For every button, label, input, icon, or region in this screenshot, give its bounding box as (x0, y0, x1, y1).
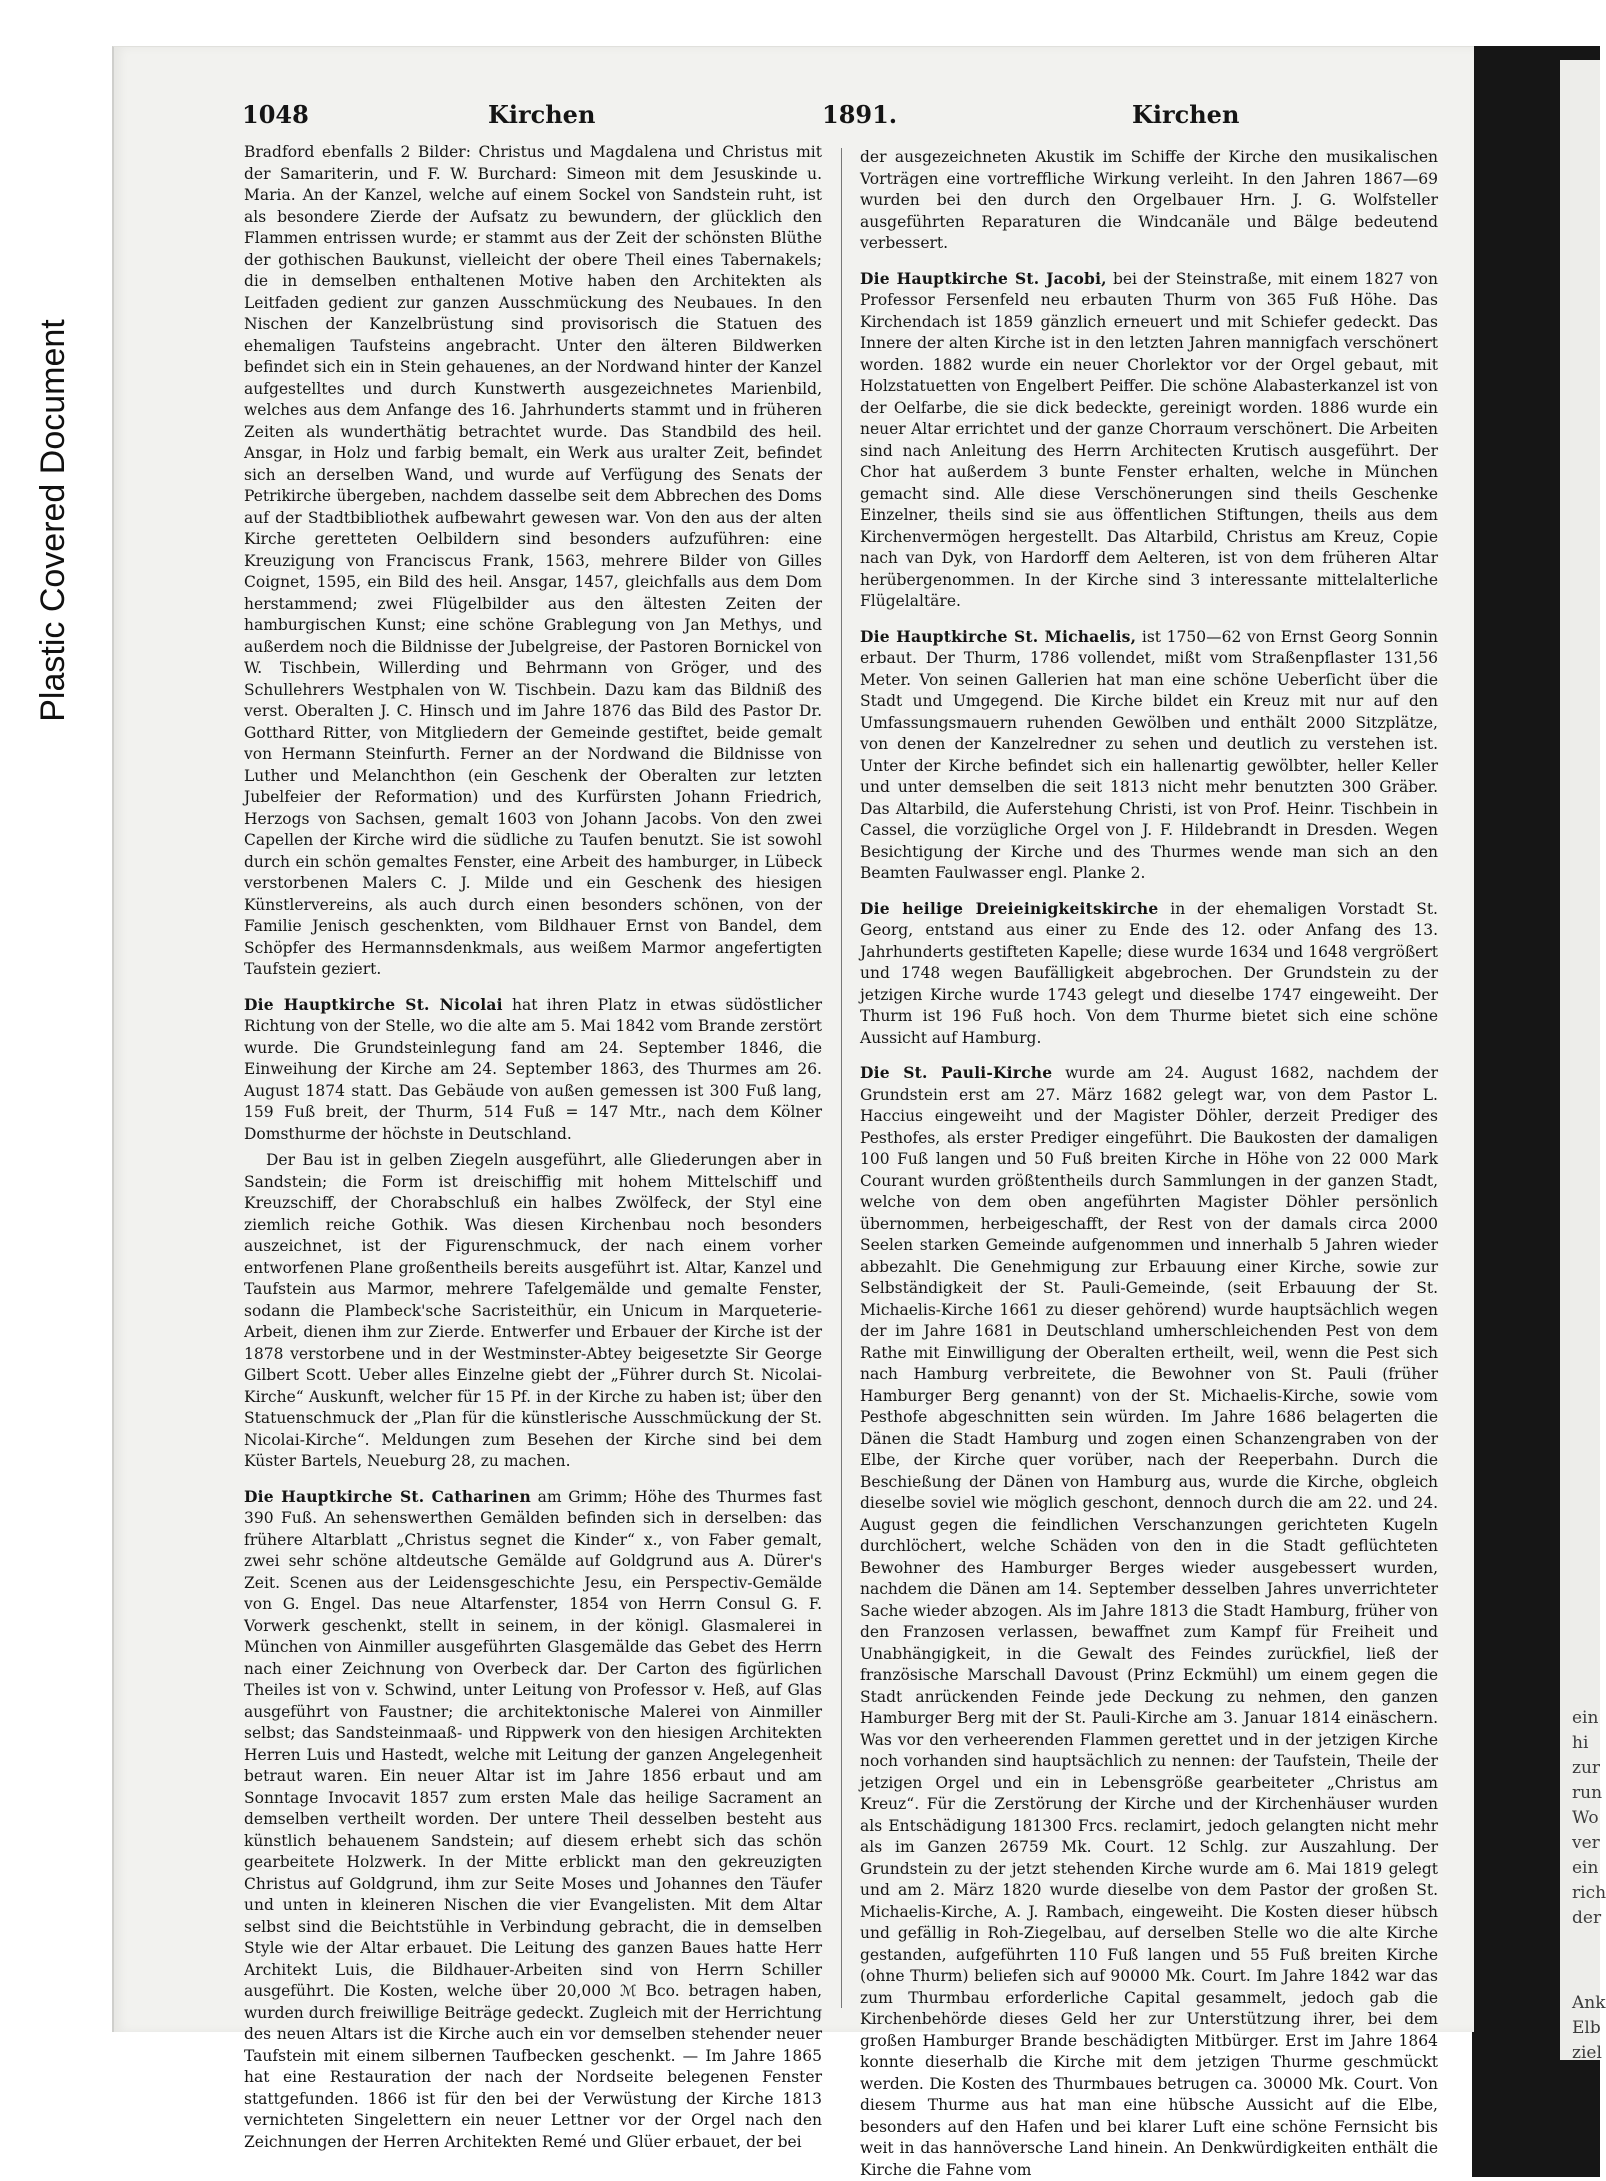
page-header (242, 100, 1447, 140)
entry-text: am Grimm; Höhe des Thurmes fast 390 Fuß. An sehenswerthen Gemälden befinden sich in derselben: das frühere Altarblatt „Christus segnet die Kinder“ x., von Faber gemalt, zwei sehr schöne altdeutsche Gemälde auf Goldgrund aus A. Dürer's Zeit. Scenen aus der Leidensgeschichte Jesu, ein Perspectiv-Gemälde von G. Engel. Das neue Altarfenster, 1854 von Herrn Consul G. F. Vorwerk geschenkt, stellt in seinem, in der königl. Glasmalerei in München von Ainmiller ausgeführten Glasgemälde das Gebet des Herrn nach einer Zeichnung von Overbeck dar. Der Carton des figürlichen Theiles ist von v. Schwind, unter Leitung von Professor v. Heß, auf Glas ausgeführt von Faustner; die architektonische Malerei von Ainmiller selbst; das Sandsteinmaaß- und Rippwerk von den hiesigen Architekten Herren Luis und Hastedt, welche mit Leitung der ganzen Angelegenheit betraut waren. Ein neuer Altar ist im Jahre 1856 erbaut und am Sonntage Invocavit 1857 zum ersten Male das heilige Sacrament an demselben vertheilt worden. Der untere Theil desselben besteht aus künstlich behauenem Sandstein; auf diesem erhebt sich das schön gearbeitete Holzwerk. In der Mitte erblickt man den gekreuzigten Christus auf Goldgrund, ihm zur Seite Moses und Johannes den Täufer und unten in kleineren Nischen die vier Evangelisten. Mit dem Altar selbst sind die Beichtstühle in Verbindung gebracht, die in demselben Style wie der Altar erbauet. Die Leitung des ganzen Baues hatte Herr Architekt Luis, die Bildhauer-Arbeiten sind von Herrn Schiller ausgeführt. Die Kosten, welche über 20,000 ℳ Bco. betragen haben, wurden durch freiwillige Beiträge gedeckt. Zugleich mit der Herrichtung des neuen Altars ist die Kirche auch ein vor demselben stehender neuer Taufstein mit einem silbernen Taufbecken geschenkt. — Im Jahre 1865 hat eine Restauration der nach der Nordseite belegenen Fenster stattgefunden. 1866 ist für den bei der Verwüstung der Kirche 1813 vernichteten Singelettern ein neuer Lettner vor der Orgel nach den Zeichnungen der Herren Architekten Remé und Glüer erbauet, der bei (244, 1487, 822, 2151)
entry-nicolai (244, 994, 822, 1146)
entry-text: in der ehemaligen Vorstadt St. Georg, entstand aus einer zu Ende des 12. oder Anfang des 13. Jahrhunderts gestifteten Kapelle; diese wurde 1634 und 1648 vergrößert und 1748 wegen Baufälligkeit abgebrochen. Der Grundstein zu der jetzigen Kirche wurde 1743 gelegt und dieselbe 1747 eingeweiht. Der Thurm ist 196 Fuß hoch. Von dem Thurme bietet sich eine schöne Aussicht auf Hamburg. (860, 899, 1438, 1047)
side-label (28, 240, 78, 800)
entry-text: hat ihren Platz in etwas südöstlicher Richtung von der Stelle, wo die alte am 5. Mai 1842 vom Brande zerstört wurde. Die Grundsteinlegung fand am 24. September 1846, die Einweihung der Kirche am 24. September 1863, des Thurmes am 26. August 1874 statt. Das Gebäude von außen gemessen ist 300 Fuß lang, 159 Fuß breit, der Thurm, 514 Fuß = 147 Mtr., nach dem Kölner Domsthurme der höchste in Deutschland. (244, 995, 822, 1143)
entry-dreieinigkeit (860, 898, 1438, 1050)
running-title-left: Kirchen (488, 100, 596, 129)
entry-text: ist 1750—62 von Ernst Georg Sonnin erbaut. Der Thurm, 1786 vollendet, mißt vom Straßenpflaster 131,56 Meter. Von seinen Gallerien hat man eine schöne Ueberſicht über die Stadt und Umgegend. Die Kirche bildet ein Kreuz mit nur auf den Umfassungsmauern ruhenden Gewölben und enthält 2000 Sitzplätze, von denen der Kanzelredner zu sehen und deutlich zu verstehen ist. Unter der Kirche befindet sich ein hallenartig gewölbter, heller Keller und unter demselben die seit 1813 nicht mehr benutzten 300 Gräber. Das Altarbild, die Auferstehung Christi, ist von Prof. Heinr. Tischbein in Cassel, die vorzügliche Orgel von J. F. Hildebrandt in Dresden. Wegen Besichtigung der Kirche und des Thurmes wende man sich an den Beamten Faulwasser engl. Planke 2. (860, 627, 1438, 882)
entry-pauli (860, 1062, 1438, 2181)
entry-heading: Die Hauptkirche St. Michaelis, (860, 626, 1137, 646)
adjacent-page-text: ein hi zur run Wo ver ein rich der Ank Elb ziel (1572, 1708, 1606, 2063)
entry-heading: Die Hauptkirche St. Nicolai (244, 994, 503, 1014)
running-title-right: Kirchen (1132, 100, 1240, 129)
left-column (244, 142, 822, 2151)
page-number: 1048 (242, 100, 309, 129)
side-label-text: Plastic Covered Document (33, 318, 72, 722)
entry-text: bei der Steinstraße, mit einem 1827 von Professor Fersenfeld neu erbauten Thurm von 365 Fuß Höhe. Das Kirchendach ist 1859 gänzlich erneuert und mit Schiefer gedeckt. Das Innere der alten Kirche ist in den letzten Jahren mannigfach verschönert worden. 1882 wurde ein neuer Chorlektor vor der Orgel gebaut, mit Holzstatuetten von Engelbert Peiffer. Die schöne Alabasterkanzel ist von der Oelfarbe, die sie dick bedeckte, gereinigt worden. 1886 wurde ein neuer Altar errichtet und der ganze Chorraum verschönert. Die Arbeiten sind nach Anleitung des Herrn Architecten Krutisch ausgeführt. Der Chor hat außerdem 3 bunte Fenster erhalten, welche in München gemacht sind. Alle diese Verschönerungen sind theils Geschenke Einzelner, theils sind sie aus öffentlichen Stiftungen, theils aus dem Kirchenvermögen hergestellt. Das Altarbild, Christus am Kreuz, Copie nach van Dyk, von Hardorff dem Aelteren, ist von dem früheren Altar herübergenommen. In der Kirche sind 3 interessante mittelalterliche Flügelaltäre. (860, 269, 1438, 610)
entry-text: wurde am 24. August 1682, nachdem der Grundstein erst am 27. März 1682 gelegt war, von dem Pastor L. Haccius eingeweiht und der Magister Döhler, derzeit Prediger des Pesthofes, als erster Prediger eingeführt. Die Baukosten der damaligen 100 Fuß langen und 50 Fuß breiten Kirche in Höhe von 22 000 Mark Courant wurden größtentheils durch Sammlungen in der ganzen Stadt, welche von dem oben angeführten Magister Döhler persönlich übernommen, herbeigeschafft, der Rest von der damals circa 2000 Seelen starken Gemeinde aufgenommen und innerhalb 5 Jahren wieder abbezahlt. Die Genehmigung zur Erbauung einer Kirche, sowie zur Selbständigkeit der St. Pauli-Gemeinde, (seit Erbauung der St. Michaelis-Kirche 1661 zu dieser gehörend) wurde hauptsächlich wegen der im Jahre 1681 in Deutschland umherschleichenden Pest von dem Rathe mit Einwilligung der Oberalten ertheilt, weil, wenn die Pest sich nach Hamburg verbreitete, die Bewohner von St. Pauli (früher Hamburger Berg genannt) von der St. Michaelis-Kirche, sowie vom Pesthofe abgeschnitten sein würden. Im Jahre 1686 belagerten die Dänen die Stadt Hamburg und zogen einen Schanzengraben von der Elbe, der Kirche quer vorüber, nach der Reeperbahn. Durch die Beschießung der Dänen von Hamburg aus, wurde die Kirche, obgleich dieselbe soviel wie möglich geschont, dennoch durch die am 22. und 24. August gegen die feindlichen Verschanzungen gerichteten Kugeln durchlöchert, welche Schäden von den in die Stadt geflüchteten Bewohner des Hamburger Berges wieder ausgebessert wurden, nachdem die Dänen am 14. September desselben Jahres unverrichteter Sache wieder abzogen. Als im Jahre 1813 die Stadt Hamburg, früher von den Franzosen verlassen, bewaffnet zum Kampf für Freiheit und Unabhängigkeit, in die Gewalt des Feindes zurückfiel, ließ der französische Marschall Davoust (Prinz Eckmühl) um einem gegen die Stadt anrückenden Feinde jede Deckung zu nehmen, den ganzen Hamburger Berg mit der St. Pauli-Kirche am 3. Januar 1814 einäschern. Was vor den verheerenden Flammen gerettet und in der jetzigen Kirche noch vorhanden sind hauptsächlich zu nennen: der Taufstein, Theile der jetzigen Orgel und ein in Lebensgröße gearbeiteter „Christus am Kreuz“. Für die Zerstörung der Kirche und der Kirchenhäuser wurden als Entschädigung 181300 Frcs. reclamirt, jedoch gelangten nicht mehr als im Ganzen 26759 Mk. Court. 12 Schlg. zur Auszahlung. Der Grundstein zu der jetzt stehenden Kirche wurde am 6. Mai 1819 gelegt und am 2. März 1820 wurde dieselbe von dem Pastor der großen St. Michaelis-Kirche, A. J. Rambach, eingeweiht. Die Kosten dieser hübsch und gefällig in Roh-Ziegelbau, auf derselben Stelle wo die alte Kirche gestanden, aufgeführten 110 Fuß langen und 55 Fuß breiten Kirche (ohne Thurm) beliefen sich auf 90000 Mk. Court. Im Jahre 1842 war das zum Thurmbau erforderliche Capital gesammelt, jedoch gab die Kirchenbehörde dieses Geld her zur Unterstützung ihrer, bei dem großen Hamburger Brande beschädigten Mitbürger. Erst im Jahre 1864 konnte dieserhalb die Kirche mit dem jetzigen Thurme geschmückt werden. Die Kosten des Thurmbaues betrugen ca. 30000 Mk. Court. Von diesem Thurme aus hat man eine hübsche Aussicht auf die Elbe, besonders auf den Hafen und bei klarer Luft eine schöne Fernsicht bis weit in das hannöversche Land hinein. An Denkwürdigkeiten enthält die Kirche die Fahne vom (860, 1064, 1438, 2179)
entry-heading: Die heilige Dreieinigkeitskirche (860, 898, 1159, 918)
paragraph: Der Bau ist in gelben Ziegeln ausgeführt, alle Gliederungen aber in Sandstein; die Form ist dreischiffig mit hohem Mittelschiff und Kreuzschiff, der Chorabschluß ein halbes Zwölfeck, der Styl eine ziemlich reiche Gothik. Was diesen Kirchenbau noch besonders auszeichnet, ist der Figurenschmuck, der nach einem vorher entworfenen Plane großentheils bereits ausgeführt ist. Altar, Kanzel und Taufstein aus Marmor, mehrere Tafelgemälde und gemalte Fenster, sodann die Plambeck'sche Sacristeithür, ein Unicum in Marqueterie-Arbeit, dienen ihm zur Zierde. Entwerfer und Erbauer der Kirche ist der 1878 verstorbene und in der Westminster-Abtey beigesetzte Sir George Gilbert Scott. Ueber alles Einzelne giebt der „Führer durch St. Nicolai-Kirche“ Auskunft, welcher für 15 Pf. in der Kirche zu haben ist; über den Statuenschmuck der „Plan für die künstlerische Ausschmückung der St. Nicolai-Kirche“. Meldungen zum Besehen der Kirche sind bei dem Küster Bartels, Neueburg 28, zu machen. (244, 1151, 822, 1470)
right-column (860, 147, 1438, 2179)
entry-michaelis (860, 626, 1438, 885)
entry-jacobi (860, 268, 1438, 613)
year-heading: 1891. (822, 100, 898, 129)
entry-heading: Die St. Pauli-Kirche (860, 1063, 1053, 1082)
paragraph: Bradford ebenfalls 2 Bilder: Christus und Magdalena und Christus mit der Samariterin, und F. W. Burchard: Simeon mit dem Jesuskinde u. Maria. An der Kanzel, welche auf einem Sockel von Sandstein ruht, ist als besondere Zierde der Aufsatz zu bewundern, der glücklich den Flammen entrissen wurde; er stammt aus der Zeit der schönsten Blüthe der gothischen Baukunst, vielleicht der obere Theil eines Tabernakels; die in demselben enthaltenen Motive haben den Architekten als Leitfaden gedient zur ganzen Ausschmückung des Neubaues. In den Nischen der Kanzelbrüstung sind provisorisch die Statuen des ehemaligen Taufsteins angebracht. Unter den älteren Bildwerken befindet sich ein in Stein gehauenes, an der Nordwand hinter der Kanzel aufgestelltes und durch Kunstwerth ausgezeichnetes Marienbild, welches aus dem Anfange des 16. Jahrhunderts stammt und in früheren Zeiten als wunderthätig betrachtet wurde. Das Standbild des heil. Ansgar, in Holz und farbig bemalt, ein Werk aus uralter Zeit, befindet sich an derselben Wand, und wurde auf Verfügung des Senats der Petrikirche übergeben, nachdem dasselbe seit dem Abbrechen des Doms auf der Stadtbibliothek aufbewahrt gewesen war. Von den aus der alten Kirche geretteten Oelbildern sind besonders aufzuführen: eine Kreuzigung von Franciscus Frank, 1563, mehrere Bilder von Gilles Coignet, 1595, ein Bild des heil. Ansgar, 1457, gleichfalls aus dem Dom herstammend; zwei Flügelbilder aus den ältesten Zeiten der hamburgischen Kunst; eine schöne Grablegung von Jan Methys, und außerdem noch die Bildnisse der Jubelgreise, der Pastoren Bornickel von W. Tischbein, Willerding und Behrmann von Gröger, und des Schullehrers Westphalen von W. Tischbein. Dazu kam das Bildniß des verst. Oberalten J. C. Hinsch und im Jahre 1876 das Bild des Pastor Dr. Gotthard Ritter, von Mitgliedern der Gemeinde gestiftet, beide gemalt von Hermann Steinfurth. Ferner an der Nordwand die Bildnisse von Luther und Melanchthon (ein Geschenk der Oberalten zur letzten Jubelfeier der Reformation) und des Kurfürsten Johann Friedrich, Herzogs von Sachsen, gemalt 1603 von Johann Jacobs. Von den zwei Capellen der Kirche wird die südliche zu Taufen benutzt. Sie ist sowohl durch ein schön gemaltes Fenster, eine Arbeit des hamburger, in Lübeck verstorbenen Malers C. J. Milde und ein Geschenk des hiesigen Künstlervereins, als auch durch einen besonders schönen, von der Familie Jenisch geschenkten, vom Bildhauer Ernst von Bandel, dem Schöpfer des Hermannsdenkmals, aus weißem Marmor angefertigten Taufstein geziert. (244, 143, 822, 978)
entry-heading: Die Hauptkirche St. Jacobi, (860, 268, 1107, 288)
entry-heading: Die Hauptkirche St. Catharinen (244, 1486, 531, 1506)
column-divider (841, 148, 842, 2008)
paragraph: der ausgezeichneten Akustik im Schiffe der Kirche den musikalischen Vorträgen eine vortreffliche Wirkung verleiht. In den Jahren 1867—69 wurden bei den durch den Orgelbauer Hrn. J. G. Wolfsteller ausgeführten Reparaturen die Windcanäle und Bälge bedeutend verbessert. (860, 148, 1438, 252)
entry-catharinen (244, 1486, 822, 2154)
